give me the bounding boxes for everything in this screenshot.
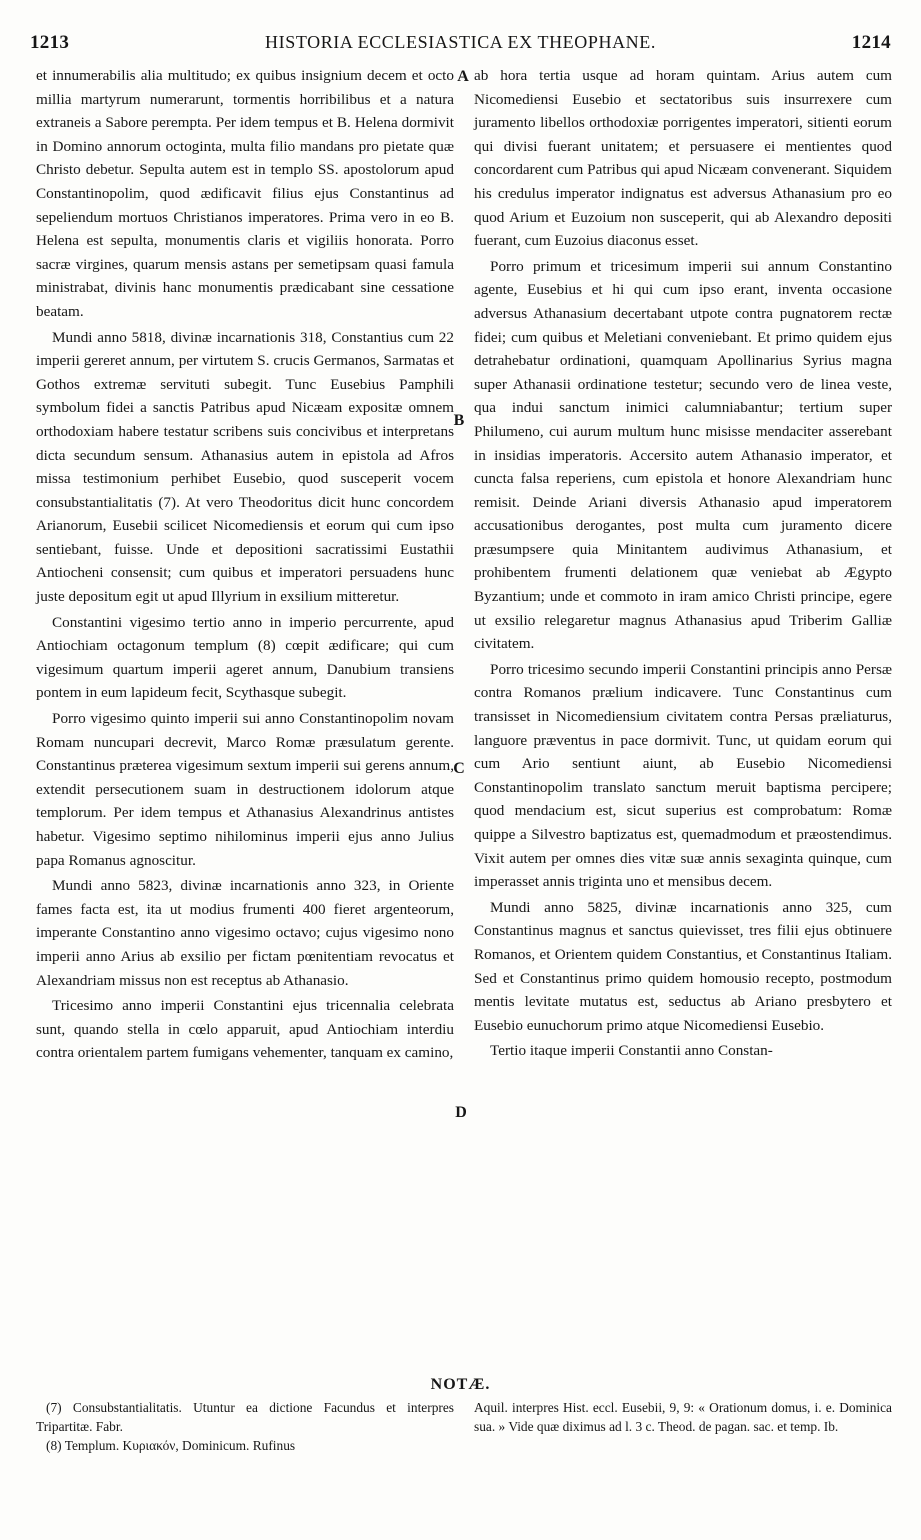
- running-header: [30, 32, 891, 60]
- section-marker-c: C: [453, 760, 465, 777]
- paragraph: et innumerabilis alia multitudo; ex quibus insignium decem et octo millia martyrum numerarunt, tormentis horribilibus et a natura extraneis a Sabore perempta. Per idem tempus et B. Helena dormivit in Domino annorum octoginta, multa filio mandans pro pietate quæ Christo debetur. Sepulta autem est in templo SS. apostolorum apud Constantinopolim, quod ædificavit filius ejus Constantinus ad sepeliendum mortuos Christianos imperatores. Prima vero in eo B. Helena est sepulta, monumentis claris et vigiliis honorata. Porro sacræ virgines, quarum mensis astans per semetipsam quasi famula ministrabat, divinis hanc monumentis prædicabant sine cessatione beatam.: [36, 67, 454, 320]
- page-number-right: 1214: [851, 32, 891, 53]
- paragraph: Porro tricesimo secundo imperii Constantini principis anno Persæ contra Romanos prælium indicavere. Tunc Constantinus cum transisset in Nicomediensium civitatem contra Persas præliaturus, languore præventus in pace dormivit. Tunc, ut quidam eorum qui cum Ario sentiunt aiunt, ab Eusebio Nicomediensi Constantinopolim translato sanctum meruit baptisma percipere; quod mendacium est, sicut superius est comprobatum: Romæ quippe a Silvestro baptizatus est, quemadmodum et præostendimus. Vixit autem per omnes dies vitæ suæ annis sexaginta quinque, cum imperasset annis triginta uno et mensibus decem.: [474, 660, 892, 891]
- left-column: [36, 64, 454, 1067]
- section-marker-d: D: [455, 1104, 467, 1121]
- paragraph: Constantini vigesimo tertio anno in imperio percurrente, apud Antiochiam octagonum templum (8) cœpit ædificare; qui cum vigesimum quartum imperii ageret annum, Danubium transiens pontem in eum lapideum fecit, Scythasque subegit.: [36, 613, 454, 702]
- paragraph: Mundi anno 5823, divinæ incarnationis anno 323, in Oriente fames facta est, ita ut modius frumenti 400 fieret argenteorum, imperante Constantino anno vigesimo octavo; cujus vigesimo nono imperii anno Arius ab exsilio per fictam pœnitentiam revocatus et Alexandriam missus non est receptus ab Athanasio.: [36, 877, 454, 989]
- notes-heading: NOTÆ.: [430, 1376, 491, 1393]
- footnote: Aquil. interpres Hist. eccl. Eusebii, 9, 9: « Orationum domus, i. e. Dominica sua. » Vide quæ diximus ad l. 3 c. Theod. de pagan. sac. et temp. Ib.: [474, 1400, 892, 1434]
- paragraph: Porro vigesimo quinto imperii sui anno Constantinopolim novam Romam nuncupari decrevit, Marco Romæ præsulatum gerente. Constantinus præterea vigesimum sextum imperii sui gerens annum, extendit persecutionem suam in destructionem idolorum atque templorum. Per idem tempus et Athanasius Alexandrinus antistes habetur. Vigesimo septimo nihilominus imperii ejus anno Julius papa Romanus agnoscitur.: [36, 710, 454, 869]
- footnote: (8) Templum. Κυριακόν, Dominicum. Rufinus: [46, 1438, 296, 1453]
- running-title: HISTORIA ECCLESIASTICA EX THEOPHANE.: [265, 32, 656, 52]
- paragraph: Mundi anno 5825, divinæ incarnationis anno 325, cum Constantinus magnus et sanctus quievisset, tres filii ejus obtinuere Romanos, et Orientem quidem Constantius, et Constantinus Italiam. Sed et Constantinus primo quidem homousio recepto, postmodum mentis levitate mutatus est, seductus ab Ariano presbytero et Eusebio eunuchorum primo atque Nicomediensi Eusebio.: [474, 898, 892, 1034]
- paragraph: Tricesimo anno imperii Constantini ejus tricennalia celebrata sunt, quando stella in cœlo apparuit, apud Antiochiam interdiu contra orientalem partem fumigans vehementer, tanquam ex camino,: [36, 997, 454, 1062]
- right-column: [474, 64, 892, 1065]
- notes-left: [36, 1398, 454, 1455]
- notes-right: [474, 1398, 892, 1436]
- footnote: (7) Consubstantialitatis. Utuntur ea dictione Facundus et interpres Tripartitæ. Fabr.: [36, 1400, 454, 1434]
- paragraph: Tertio itaque imperii Constantii anno Constan-: [490, 1042, 773, 1060]
- section-marker-b: B: [453, 412, 465, 429]
- section-marker-a: A: [457, 68, 469, 85]
- paragraph: Porro primum et tricesimum imperii sui annum Constantino agente, Eusebius et hi qui cum ipso erant, inventa occasione adversus Athanasium decertabant utpote contra pugnatorem rectæ fidei; cum quibus et Meletiani conveniebant. Et primo quidem ejus detrahebatur ordinationi, quamquam Apollinarius Syrius magna super Athanasii ordinatione testetur; secundo vero de linea veste, qua indui sanctum inimici calumniabantur; tertium super Philumeno, cui aurum multum hunc misisse mendaciter asserebant in insidias imperatoris. Accersito autem Athanasio imperator, et cuncta falsa reperiens, cum epistola et honore Alexandriam hunc remisit. Deinde Ariani diversis Athanasio apud imperatorem accusationibus derogantes, post multa cum juramento dicere præsumpsere quia Minitantem audivimus Athanasium, et prohibentem frumenti delationem quæ veniebat ab Ægypto Byzantium; unde et commoto in iram amico Christi principe, egere ut exsilio relegaretur magnus Athanasius apud Triberim Galliæ civitatem.: [474, 257, 892, 653]
- paragraph: ab hora tertia usque ad horam quintam. Arius autem cum Nicomediensi Eusebio et sectatoribus suis insurrexere cum juramento libellos orthodoxiæ porrigentes imperatori, sitienti eorum qui divisi fuerant unitatem; et persuasere ei mentientes quod concordarent cum Patribus qui apud Nicæam convenerant. Siquidem his credulus imperator indignatus est adversus Athanasium pro eo quod Arium et Euzoium non susceperit, qui ab Alexandro depositi fuerant, cum Euzoius diaconus esset.: [474, 67, 892, 250]
- page-number-left: 1213: [30, 32, 70, 53]
- paragraph: Mundi anno 5818, divinæ incarnationis 318, Constantius cum 22 imperii gereret annum, per virtutem S. crucis Germanos, Sarmatas et Gothos extremæ servituti subegit. Tunc Eusebius Pamphili symbolum fidei a sanctis Patribus apud Nicæam expositæ omnem orthodoxiam habere testatur scribens suis concivibus et interpretans dicta secundum sensum. Athanasius autem in epistola ad Afros missa testimonium perhibet Eusebio, quod susceperit vocem consubstantialitatis (7). At vero Theodoritus dicit hunc concordem Arianorum, Eusebii scilicet Nicomediensis et eorum qui cum ipso sentiebant, fuisse. Unde et depositioni sacratissimi Eustathii Antiocheni consensit; cum quibus et imperatori persuadens hunc juste depositum egit ut apud Illyrium in exsilium mitteretur.: [36, 328, 454, 606]
